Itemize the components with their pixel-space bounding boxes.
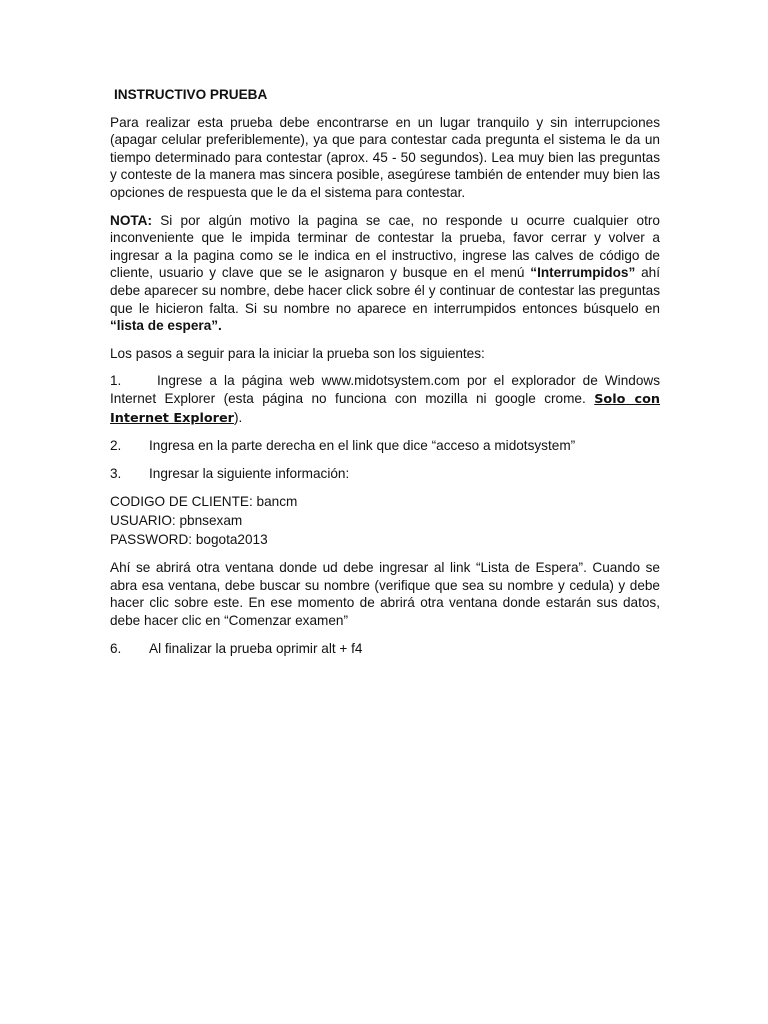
note-interrumpidos: “Interrumpidos” bbox=[530, 265, 636, 281]
note-paragraph bbox=[110, 212, 660, 335]
after-login-paragraph: Ahí se abrirá otra ventana donde ud debe ingresar al link “Lista de Espera”. Cuando se abra esa ventana, debe buscar su nombre (verifique que sea su nombre y cedula) y debe hacer clic sobre este. En ese momento de abrirá otra ventana donde estarán sus datos, debe hacer clic en “Comenzar examen” bbox=[110, 560, 660, 629]
note-text-1: Si por algún motivo la pagina se cae, no responde u ocurre cualquier otro inconveniente que le impida terminar de contestar la prueba, favor cerrar y volver a ingresar a la pagina como se le indica en el instructivo, ingrese las calves de código de cliente, usuario y clave que se le asignaron y busque en el menú bbox=[110, 212, 660, 281]
step-2-text: Ingresa en la parte derecha en el link que dice “acceso a midotsystem” bbox=[149, 438, 576, 454]
credential-usuario: USUARIO: pbnsexam bbox=[110, 513, 243, 529]
step-3-number: 3. bbox=[110, 465, 122, 481]
step-1-tail: ). bbox=[233, 409, 243, 425]
step-3 bbox=[110, 465, 660, 483]
step-2 bbox=[110, 437, 660, 455]
credentials-block bbox=[110, 492, 660, 549]
step-3-text: Ingresar la siguiente información: bbox=[149, 465, 350, 481]
credential-cliente: CODIGO DE CLIENTE: bancm bbox=[110, 494, 298, 510]
document-title: INSTRUCTIVO PRUEBA bbox=[114, 87, 268, 102]
step-1 bbox=[110, 372, 660, 427]
step-1-emphasis: Solo con Internet Explorer bbox=[110, 391, 660, 426]
step-6-text: Al finalizar la prueba oprimir alt + f4 bbox=[149, 640, 363, 656]
credential-password: PASSWORD: bogota2013 bbox=[110, 532, 268, 548]
step-6 bbox=[110, 640, 660, 658]
note-text-2: ahí debe aparecer su nombre, debe hacer click sobre él y continuar de contestar las preguntas que le hicieron falta. Si su nombre no aparece en interrumpidos entonces búsquelo en bbox=[110, 265, 660, 316]
note-label: NOTA: bbox=[110, 212, 153, 228]
step-2-number: 2. bbox=[110, 438, 122, 454]
step-1-text: Ingrese a la página web www.midotsystem.com por el explorador de Windows Internet Explorer (esta página no funciona con mozilla ni google crome. bbox=[110, 373, 660, 406]
step-1-number: 1. bbox=[110, 373, 122, 389]
intro-paragraph: Para realizar esta prueba debe encontrarse en un lugar tranquilo y sin interrupciones (apagar celular preferiblemente), ya que para contestar cada pregunta el sistema le da un tiempo determinado para contestar (aprox. 45 - 50 segundos). Lea muy bien las preguntas y conteste de la manera mas sincera posible, asegúrese también de entender muy bien las opciones de respuesta que le da el sistema para contestar. bbox=[110, 114, 660, 200]
note-lista-espera: “lista de espera”. bbox=[110, 318, 222, 334]
steps-intro: Los pasos a seguir para la iniciar la prueba son los siguientes: bbox=[110, 345, 485, 361]
document-body bbox=[110, 86, 660, 667]
step-6-number: 6. bbox=[110, 640, 122, 656]
